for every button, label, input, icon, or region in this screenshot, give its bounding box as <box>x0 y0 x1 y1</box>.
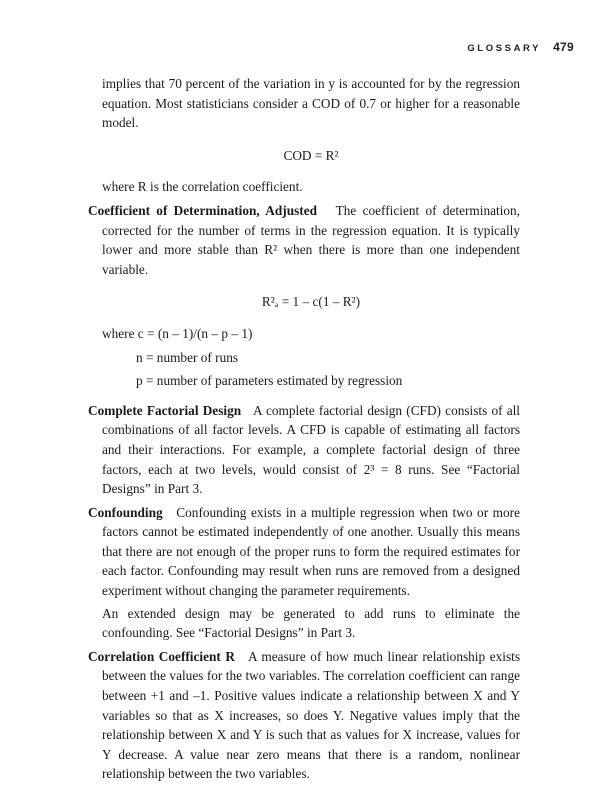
glossary-entry-correlation-coefficient <box>88 647 520 784</box>
where-r-line: where R is the correlation coefficient. <box>102 179 303 195</box>
running-head <box>467 40 574 54</box>
glossary-content <box>88 74 520 784</box>
definition-cod-adjusted: The coefficient of determination, corrected for the number of terms in the regression equation. It is typically lower and more stable than R² when there is more than one independent variable. <box>102 202 521 277</box>
definition-n: n = number of runs <box>136 349 239 365</box>
glossary-entry-confounding <box>88 503 520 601</box>
cod-continuation-paragraph: implies that 70 percent of the variation in y is accounted for by the regression equation. Most statisticians consider a COD of 0.7 or higher for a reasonable model. <box>102 76 520 131</box>
term-cod-adjusted: Coefficient of Determination, Adjusted <box>88 202 317 218</box>
definition-confounding: Confounding exists in a multiple regression when two or more factors cannot be estimated independently of one another. Usually this means that there are not enough of the proper runs to form the required estimates for each factor. Confounding may result when runs are removed from a designed experiment without changing the parameter requirements. <box>102 504 520 599</box>
glossary-entry-complete-factorial-design <box>88 401 520 499</box>
definition-complete-factorial-design: A complete factorial design (CFD) consists of all combinations of all factor levels. A CFD is capable of estimating all factors and their interactions. For example, a complete factorial design of three factors, each at two levels, would consist of 2³ = 8 runs. See “Factorial Designs” in Part 3. <box>102 402 520 497</box>
glossary-entry-cod-adjusted <box>88 201 520 279</box>
where-c-line: where c = (n – 1)/(n – p – 1) <box>102 325 253 341</box>
term-correlation-coefficient: Correlation Coefficient R <box>88 648 235 664</box>
term-confounding: Confounding <box>88 504 163 520</box>
page-number: 479 <box>553 40 574 54</box>
adjusted-r-squared-equation: R²ₐ = 1 – c(1 – R²) <box>261 294 361 310</box>
section-title: GLOSSARY <box>467 43 542 54</box>
term-complete-factorial-design: Complete Factorial Design <box>88 402 242 418</box>
confounding-extra-paragraph: An extended design may be generated to add runs to eliminate the confounding. See “Factorial Designs” in Part 3. <box>102 605 520 641</box>
definition-p: p = number of parameters estimated by regression <box>136 373 403 389</box>
cod-equation: COD = R² <box>283 147 339 163</box>
definition-correlation-coefficient: A measure of how much linear relationship exists between the values for the two variables. The correlation coefficient can range between +1 and –1. Positive values indicate a relationship between X and Y variables so that as X increases, so does Y. Negative values imply that the relationship between X and Y is such that as values for X increase, values for Y decrease. A value near zero means that there is a random, nonlinear relationship between the two variables. <box>102 648 520 782</box>
